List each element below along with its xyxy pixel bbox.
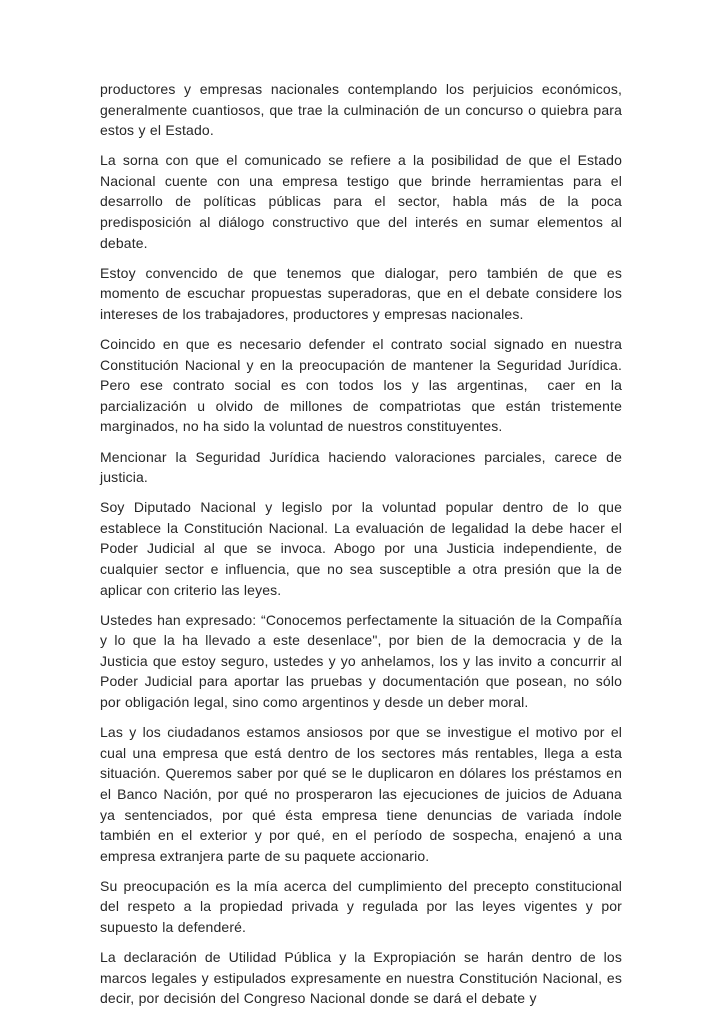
body-paragraph: Ustedes han expresado: “Conocemos perfectamente la situación de la Compañía y lo que la ha llevado a este desenlace", por bien de la democracia y de la Justicia que estoy seguro, ustedes y yo anhelamos, los y las invito a concurrir al Poder Judicial para aportar las pruebas y documentación que posean, no sólo por obligación legal, sino como argentinos y desde un deber moral. [100,611,627,711]
body-paragraph: La declaración de Utilidad Pública y la Expropiación se harán dentro de los marcos legales y estipulados expresamente en nuestra Constitución Nacional, es decir, por decisión del Congreso Nacional donde se dará el debate y [100,949,627,1007]
body-paragraph: Su preocupación es la mía acerca del cumplimiento del precepto constitucional del respeto a la propiedad privada y regulada por las leyes vigentes y por supuesto la defenderé. [100,877,627,935]
body-paragraph: productores y empresas nacionales contemplando los perjuicios económicos, generalmente cuantiosos, que trae la culminación de un concurso o quiebra para estos y el Estado. [100,81,627,139]
body-paragraph: Soy Diputado Nacional y legislo por la voluntad popular dentro de lo que establece la Constitución Nacional. La evaluación de legalidad la debe hacer el Poder Judicial al que se invoca. Abogo por una Justicia independiente, de cualquier sector e influencia, que no sea susceptible a otra presión que la de aplicar con criterio las leyes. [100,499,627,598]
body-paragraph: Mencionar la Seguridad Jurídica haciendo valoraciones parciales, carece de justicia. [100,448,627,486]
document-body-text-column [100,79,627,1009]
body-paragraph: Coincido en que es necesario defender el contrato social signado en nuestra Constitución Nacional y en la preocupación de mantener la Seguridad Jurídica. Pero ese contrato social es con todos los y las argentinas, caer en la parcialización u olvido de millones de compatriotas que están tristemente marginados, no ha sido la voluntad de nuestros constituyentes. [100,336,627,435]
body-paragraph: La sorna con que el comunicado se refiere a la posibilidad de que el Estado Nacional cuente con una empresa testigo que brinde herramientas para el desarrollo de políticas públicas para el sector, habla más de la poca predisposición al diálogo constructivo que del interés en sumar elementos al debate. [100,152,627,251]
body-paragraph: Estoy convencido de que tenemos que dialogar, pero también de que es momento de escuchar propuestas superadoras, que en el debate considere los intereses de los trabajadores, productores y empresas nacionales. [100,264,627,322]
body-paragraph: Las y los ciudadanos estamos ansiosos por que se investigue el motivo por el cual una empresa que está dentro de los sectores más rentables, llega a esta situación. Queremos saber por qué se le duplicaron en dólares los préstamos en el Banco Nación, por qué no prosperaron las ejecuciones de juicios de Aduana ya sentenciados, por qué ésta empresa tiene denuncias de variada índole también en el exterior y por qué, en el período de sospecha, enajenó a una empresa extranjera parte de su paquete accionario. [100,724,627,864]
